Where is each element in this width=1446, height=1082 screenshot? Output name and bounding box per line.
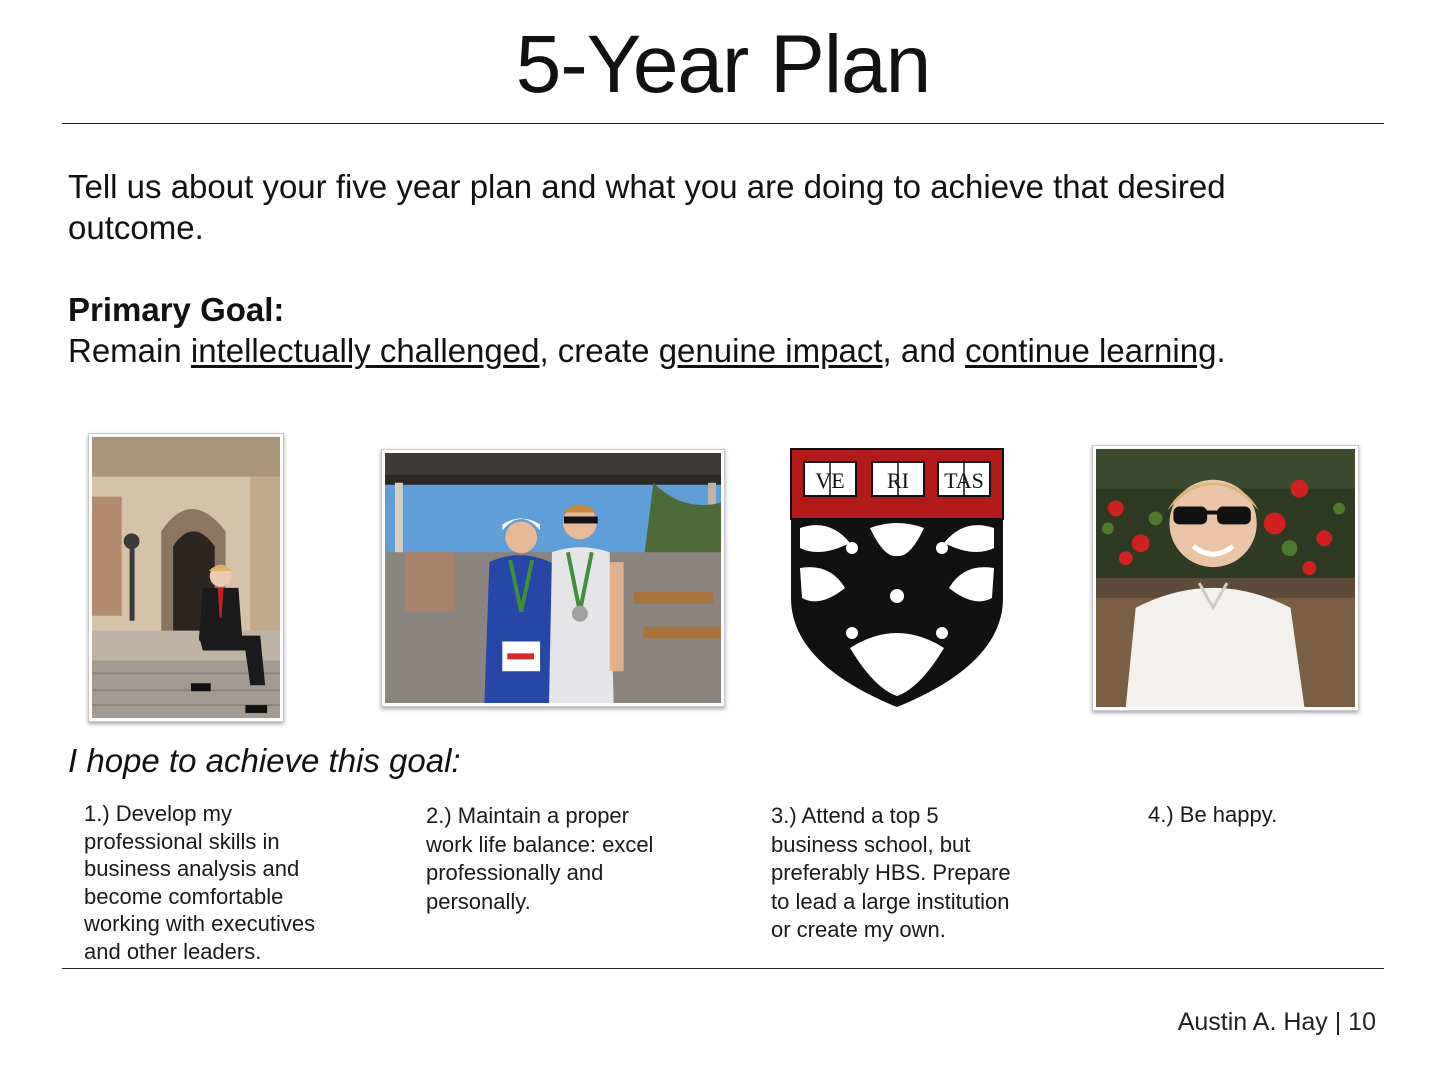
top-divider [62, 123, 1384, 124]
goal-step-1 [84, 800, 315, 965]
step-line: professional skills in [84, 828, 280, 854]
harvard-business-school-shield-icon [790, 448, 1004, 708]
step-line: become comfortable [84, 883, 284, 909]
slide-title: 5-Year Plan [515, 19, 931, 110]
race-photo [381, 449, 725, 707]
step-line: professionally and [426, 860, 604, 885]
step-line: or create my own. [771, 917, 946, 942]
goal-separator: , and [882, 332, 966, 369]
goal-step-4 [1148, 801, 1277, 829]
portrait-photo [1092, 445, 1359, 711]
step-line: 4.) Be happy. [1148, 802, 1278, 827]
hope-heading: I hope to achieve this goal: [68, 742, 461, 779]
step-line: preferably HBS. Prepare [771, 860, 1011, 885]
step-line: 2.) Maintain a proper [426, 803, 629, 828]
goal-separator: , create [539, 332, 659, 369]
goal-suffix: . [1216, 332, 1226, 369]
footer-author-page: Austin A. Hay | 10 [1177, 1008, 1376, 1036]
prompt-text: Tell us about your five year plan and what you are doing to achieve that desired outcome. [68, 168, 1226, 246]
goal-term-continue-learning: continue learning [965, 332, 1217, 369]
goal-prefix: Remain [68, 332, 191, 369]
graduation-photo [88, 433, 284, 722]
goal-term-genuine-impact: genuine impact [658, 332, 883, 369]
step-line: 1.) Develop my [84, 801, 232, 826]
goal-term-intellectually-challenged: intellectually challenged [190, 332, 540, 369]
step-line: business analysis and [84, 856, 300, 881]
step-line: business school, but [771, 831, 971, 857]
step-line: working with executives [84, 911, 316, 936]
bottom-divider [62, 968, 1384, 969]
graduation-photo-icon [92, 437, 280, 718]
goal-step-2 [426, 802, 653, 916]
motto-tas: TAS [944, 468, 984, 493]
goal-step-3 [771, 802, 1011, 945]
race-finish-photo-icon [385, 453, 721, 703]
step-line: 3.) Attend a top 5 [771, 803, 939, 828]
step-line: work life balance: excel [426, 831, 654, 857]
motto-ve: VE [815, 468, 845, 493]
motto-ri: RI [887, 468, 909, 493]
step-line: to lead a large institution [771, 888, 1010, 914]
primary-goal-statement [68, 330, 1226, 371]
step-line: and other leaders. [84, 938, 262, 964]
primary-goal-heading: Primary Goal: [68, 291, 285, 328]
step-line: personally. [426, 888, 531, 914]
portrait-photo-icon [1096, 449, 1355, 707]
